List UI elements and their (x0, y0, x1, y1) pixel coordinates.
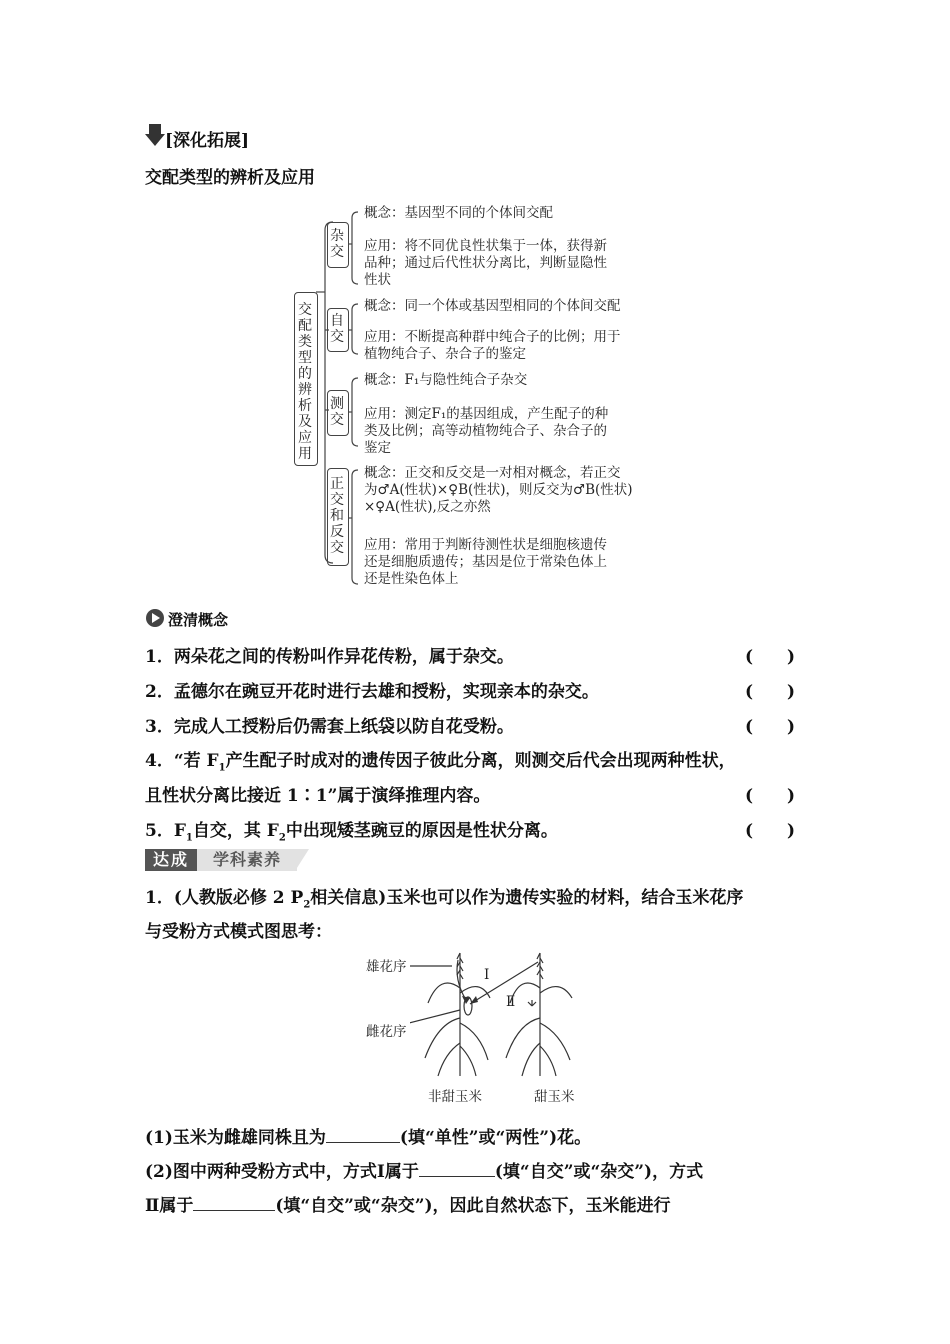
question-intro: 1．(人教版必修 2 $P_2$相关信息)玉米也可以作为遗传实验的材料，结合玉米花序 (145, 888, 744, 911)
branch-label-test: 测交 (330, 396, 344, 428)
caption-non-sweet: 非甜玉米 (428, 1089, 482, 1105)
clarify-item-3: 3．完成人工授粉后仍需套上纸袋以防自花受粉。 (145, 717, 514, 737)
test-application: 应用：测定F₁的基因组成，产生配子的种 类及比例；高等动植物纯合子、杂合子的 鉴定 (364, 406, 609, 456)
hybrid-concept: 概念：基因型不同的个体间交配 (364, 205, 553, 221)
subquestion-2: (2)图中两种受粉方式中，方式Ⅰ属于 (填“自交”或“杂交”)，方式 (145, 1162, 704, 1182)
reciprocal-application: 应用：常用于判断待测性状是细胞核遗传 还是细胞质遗传；基因是位于常染色体上 还是性染色体上 (364, 537, 607, 587)
answer-blank-3[interactable] (193, 1196, 275, 1211)
question-intro-cont: 与受粉方式模式图思考： (145, 922, 332, 942)
answer-slot-5[interactable]: ( ) (745, 821, 796, 841)
banner-left: 达成 (145, 849, 197, 871)
maize-plants-illustration (410, 948, 590, 1083)
answer-slot-4[interactable]: ( ) (745, 786, 796, 806)
label-male-inflorescence: 雄花序 (366, 959, 407, 975)
self-concept: 概念：同一个体或基因型相同的个体间交配 (364, 298, 621, 314)
down-arrow-icon (145, 124, 165, 146)
clarify-item-2: 2．孟德尔在豌豆开花时进行去雄和授粉，实现亲本的杂交。 (145, 682, 599, 702)
clarify-item-5: 5．$F_1$自交，其 $F_2$中出现矮茎豌豆的原因是性状分离。 (145, 821, 558, 844)
answer-slot-1[interactable]: ( ) (745, 647, 796, 667)
clarify-item-1: 1．两朵花之间的传粉叫作异花传粉，属于杂交。 (145, 647, 514, 667)
label-female-inflorescence: 雌花序 (366, 1024, 407, 1040)
play-circle-icon (145, 608, 165, 628)
clarify-item-4-cont: 且性状分离比接近 1∶1”属于演绎推理内容。 (145, 786, 491, 806)
answer-blank-2[interactable] (419, 1162, 495, 1177)
answer-slot-2[interactable]: ( ) (745, 682, 796, 702)
mark-method-1: Ⅰ (484, 967, 490, 983)
caption-sweet: 甜玉米 (534, 1089, 575, 1105)
banner-tail (295, 849, 309, 871)
reciprocal-concept: 概念：正交和反交是一对相对概念，若正交 为♂A(性状)×♀B(性状)，则反交为♂B(性状) ×♀A(性状),反之亦然 (364, 465, 633, 515)
hybrid-application: 应用：将不同优良性状集于一体，获得新 品种；通过后代性状分离比，判断显隐性 性状 (364, 238, 607, 288)
test-concept: 概念：F₁与隐性纯合子杂交 (364, 372, 528, 388)
subquestion-1: (1)玉米为雌雄同株且为 (填“单性”或“两性”)花。 (145, 1128, 592, 1148)
mark-method-2: Ⅱ (506, 994, 516, 1010)
self-application: 应用：不断提高种群中纯合子的比例；用于 植物纯合子、杂合子的鉴定 (364, 329, 621, 362)
answer-blank-1[interactable] (326, 1128, 400, 1143)
answer-slot-3[interactable]: ( ) (745, 717, 796, 737)
topic-title: 交配类型的辨析及应用 (145, 168, 315, 188)
root-label: 交配类型的辨析及应用 (298, 302, 312, 462)
clarify-item-4: 4．“若 $F_1$产生配子时成对的遗传因子彼此分离，则测交后代会出现两种性状， (145, 751, 736, 774)
branch-label-reciprocal: 正交和反交 (330, 476, 344, 556)
banner-right: 学科素养 (197, 849, 297, 871)
subquestion-2-cont: Ⅱ属于 (填“自交”或“杂交”)，因此自然状态下，玉米能进行 (145, 1196, 671, 1216)
branch-label-self: 自交 (330, 313, 344, 345)
section-tag: [深化拓展] (165, 131, 250, 151)
branch-label-hybrid: 杂交 (330, 228, 344, 260)
literacy-banner (145, 849, 305, 871)
